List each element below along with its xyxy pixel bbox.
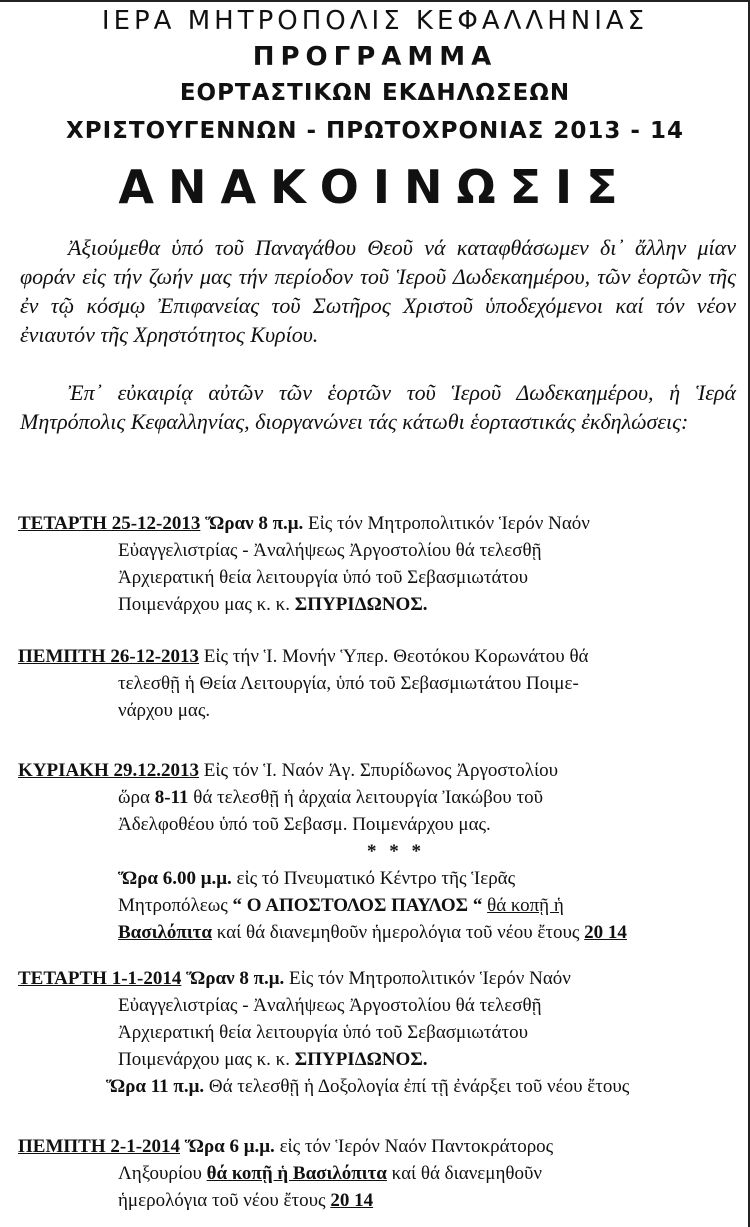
vasilopita-label: θά κοπῇ ἡ Βασιλόπιτα — [206, 1163, 387, 1184]
event-text: Ἀδελφοθέου ὑπό τοῦ Σεβασμ. Ποιμενάρχου μας. — [118, 814, 491, 835]
event-text: ἡμερολόγια τοῦ νέου ἔτους — [118, 1190, 326, 1211]
event-line — [18, 1073, 734, 1100]
vasilopita-label: Βασιλόπιτα — [118, 922, 212, 943]
intro-text-1: Ἀξιούμεθα ὑπό τοῦ Παναγάθου Θεοῦ νά καταφθάσωμεν δι᾽ ἄλλην μίαν φοράν εἰς τήν ζωήν μας τήν περίοδον τοῦ Ἱεροῦ Δωδεκαημέρου, τῶν ἑορτῶν τῆς ἐν τῷ κόσμῳ Ἐπιφανείας τοῦ Σωτῆρος Χριστοῦ ὑποδεχόμενοι καί τόν νέον ἐνιαυτόν τῆς Χρηστότητος Κυρίου. — [20, 235, 736, 347]
event-text: Θά τελεσθῇ ἡ Δοξολογία ἐπί τῇ ἐνάρξει τοῦ νέου ἔτους — [208, 1076, 630, 1097]
event-time: Ὥρα 6.00 μ.μ. — [118, 868, 232, 889]
event-text: Εἰς τόν Μητροπολιτικόν Ἱερόν Ναόν — [308, 513, 590, 534]
event-text: Εὐαγγελιστρίας - Ἀναλήψεως Ἀργοστολίου θά τελεσθῇ — [118, 995, 542, 1016]
event-date-label: ΠΕΜΠΤΗ 2-1-2014 — [18, 1136, 181, 1157]
event-line — [18, 892, 734, 919]
event-line — [18, 1187, 734, 1214]
event-29-12-2013 — [18, 757, 734, 946]
event-text: Εὐαγγελιστρίας - Ἀναλήψεως Ἀργοστολίου θά τελεσθῇ — [118, 540, 542, 561]
event-text: Ληξουρίου — [118, 1163, 202, 1184]
event-text: καί θά διανεμηθοῦν ἡμερολόγια τοῦ νέου ἔτους — [216, 922, 580, 943]
intro-paragraph-2 — [20, 378, 736, 436]
event-26-12-2013 — [18, 643, 734, 724]
event-line — [18, 591, 734, 618]
year-label: 20 14 — [330, 1190, 374, 1211]
separator-stars: * * * — [367, 841, 425, 862]
event-line — [18, 510, 734, 537]
event-text: Μητροπόλεως — [118, 895, 228, 916]
event-line — [18, 1046, 734, 1073]
officiant-name: ΣΠΥΡΙΔΩΝΟΣ. — [294, 594, 428, 615]
event-25-12-2013 — [18, 510, 734, 618]
event-text: τελεσθῇ ἡ Θεία Λειτουργία, ὑπό τοῦ Σεβασμιωτάτου Ποιμε- — [118, 673, 579, 694]
event-1-1-2014 — [18, 965, 734, 1100]
officiant-name: ΣΠΥΡΙΔΩΝΟΣ. — [294, 1049, 428, 1070]
event-text: Εἰς τόν Μητροπολιτικόν Ἱερόν Ναόν — [289, 968, 571, 989]
event-text: Εἰς τόν Ἱ. Ναόν Ἁγ. Σπυρίδωνος Ἀργοστολίου — [203, 760, 558, 781]
event-date-label: ΤΕΤΑΡΤΗ 1-1-2014 — [18, 968, 182, 989]
event-time: Ὥρα 6 μ.μ. — [184, 1136, 275, 1157]
event-line — [18, 865, 734, 892]
event-date-label: ΚΥΡΙΑΚΗ 29.12.2013 — [18, 760, 200, 781]
event-text: Εἰς τήν Ἱ. Μονήν Ὑπερ. Θεοτόκου Κορωνάτου θά — [203, 646, 589, 667]
event-time: Ὥρα 11 π.μ. — [106, 1076, 205, 1097]
event-line — [18, 784, 734, 811]
intro-text-2: Ἐπ᾽ εὐκαιρίᾳ αὐτῶν τῶν ἑορτῶν τοῦ Ἱεροῦ Δωδεκαημέρου, ἡ Ἱερά Μητρόπολις Κεφαλληνίας, διοργανώνει τάς κάτωθι ἑορταστικάς ἐκδηλώσεις: — [20, 380, 736, 434]
event-line — [18, 919, 734, 946]
event-line — [18, 643, 734, 670]
event-text: εἰς τό Πνευματικό Κέντρο τῆς Ἱερᾶς — [236, 868, 516, 889]
event-text: Ἀρχιερατική θεία λειτουργία ὑπό τοῦ Σεβασμιωτάτου — [118, 1022, 528, 1043]
event-text: θά τελεσθῇ ἡ ἀρχαία λειτουργία Ἰακώβου τοῦ — [193, 787, 543, 808]
event-text: εἰς τόν Ἱερόν Ναόν Παντοκράτορος — [279, 1136, 554, 1157]
year-label: 20 14 — [584, 922, 627, 943]
event-text: Ποιμενάρχου μας κ. κ. — [118, 594, 291, 615]
event-date-label: ΠΕΜΠΤΗ 26-12-2013 — [18, 646, 200, 667]
event-line — [18, 965, 734, 992]
event-text: ὥρα — [118, 787, 150, 808]
intro-paragraph-1 — [20, 233, 736, 349]
event-time: Ὥραν 8 π.μ. — [186, 968, 285, 989]
event-line — [18, 1133, 734, 1160]
event-text: νάρχου μας. — [118, 700, 211, 721]
event-text: καί θά διανεμηθοῦν — [391, 1163, 542, 1184]
page-title: ΑΝΑΚΟΙΝΩΣΙΣ — [118, 160, 632, 214]
event-text: Ποιμενάρχου μας κ. κ. — [118, 1049, 291, 1070]
header-season: ΧΡΙΣΤΟΥΓΕΝΝΩΝ - ΠΡΩΤΟΧΡΟΝΙΑΣ 2013 - 14 — [66, 118, 684, 144]
event-time: Ὥραν 8 π.μ. — [205, 513, 304, 534]
top-border — [0, 0, 750, 2]
event-date-label: ΤΕΤΑΡΤΗ 25-12-2013 — [18, 513, 201, 534]
event-line — [18, 757, 734, 784]
event-text: Ἀρχιερατική θεία λειτουργία ὑπό τοῦ Σεβασμιωτάτου — [118, 567, 528, 588]
header-program: ΠΡΟΓΡΑΜΜΑ — [252, 42, 498, 72]
event-text: θά κοπῇ ἡ — [487, 895, 564, 916]
event-2-1-2014 — [18, 1133, 734, 1214]
event-line — [18, 1160, 734, 1187]
header-metropolis: ΙΕΡΑ ΜΗΤΡΟΠΟΛΙΣ ΚΕΦΑΛΛΗΝΙΑΣ — [101, 6, 649, 36]
header-events: ΕΟΡΤΑΣΤΙΚΩΝ ΕΚΔΗΛΩΣΕΩΝ — [179, 80, 571, 106]
event-hours: 8-11 — [154, 787, 189, 808]
venue-name: “ Ο ΑΠΟΣΤΟΛΟΣ ΠΑΥΛΟΣ “ — [232, 895, 483, 916]
